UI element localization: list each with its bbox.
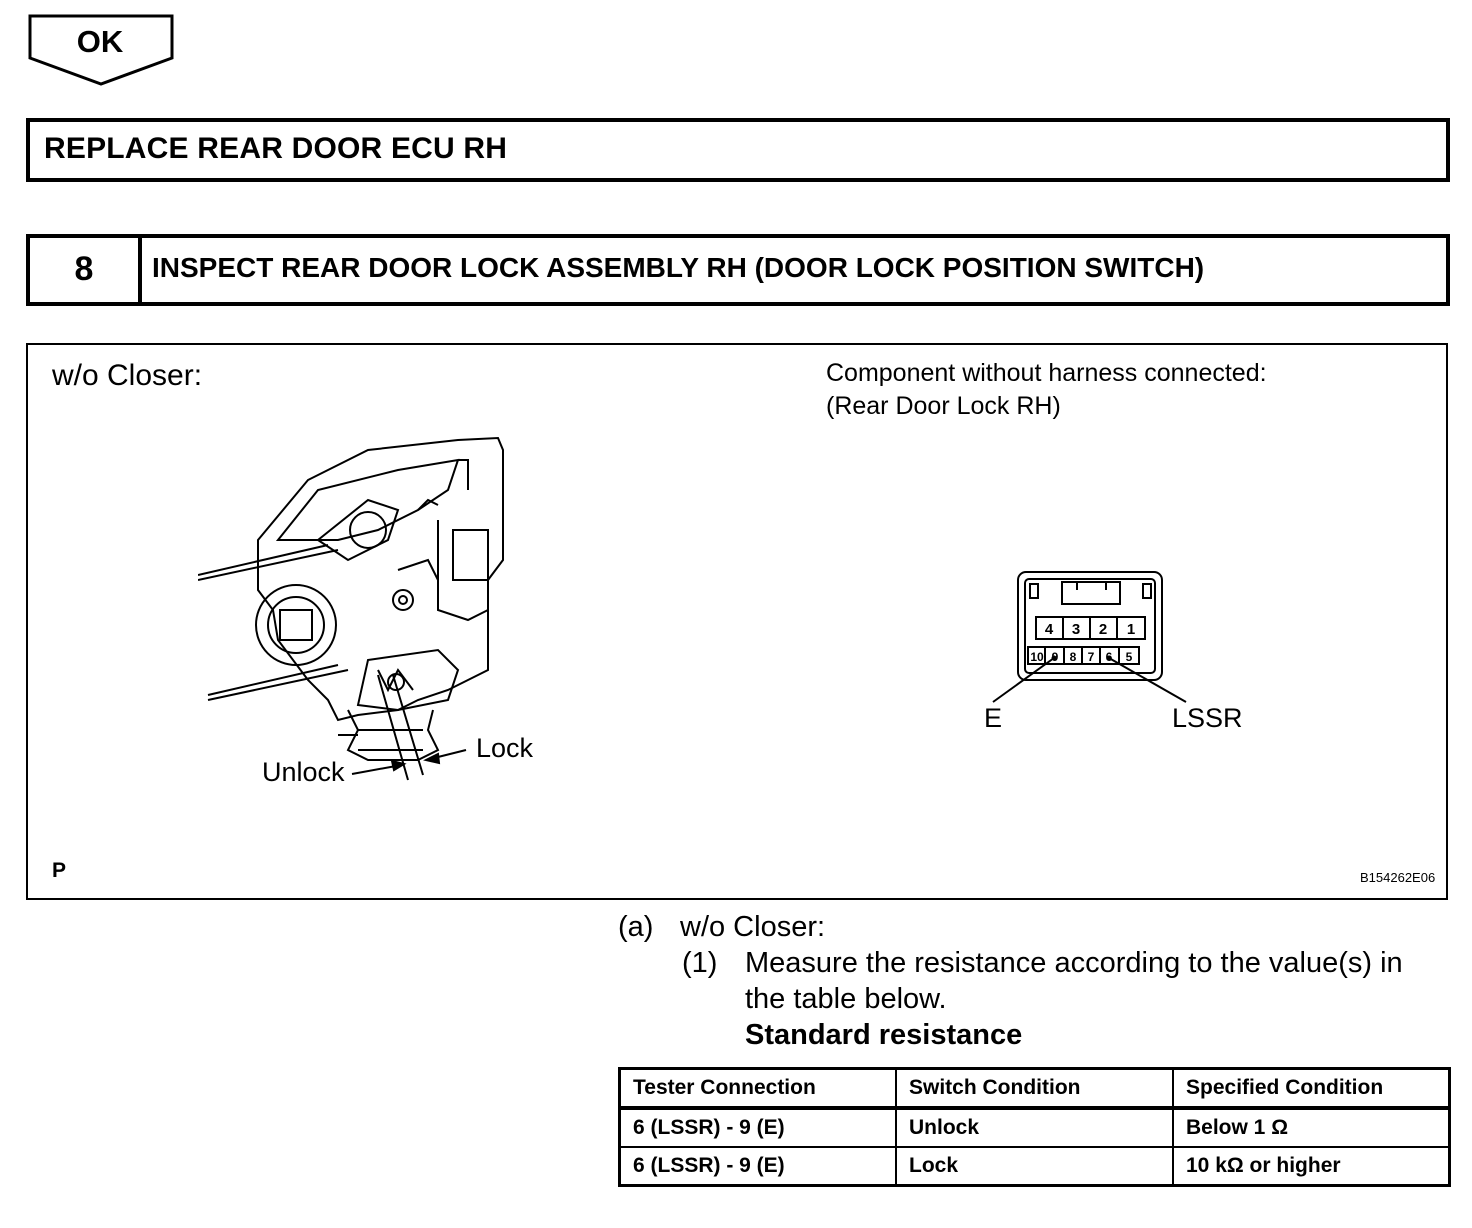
step-number: 8 (30, 238, 142, 302)
pin-lssr-label: LSSR (1172, 703, 1243, 733)
figure-left-caption: w/o Closer: (52, 359, 203, 392)
figure-right-caption-line1: Component without harness connected: (826, 359, 1267, 387)
pin-7: 7 (1087, 650, 1095, 664)
pin-1: 1 (1126, 621, 1136, 638)
ok-label: OK (76, 24, 124, 59)
table-cell: 6 (LSSR) - 9 (E) (620, 1108, 897, 1147)
connector-diagram (978, 570, 1298, 740)
instruction-a-text: w/o Closer: (680, 911, 826, 943)
table-cell: Below 1 Ω (1173, 1108, 1450, 1147)
instruction-1-marker: (1) (682, 947, 718, 979)
standard-resistance-table (618, 1067, 1451, 1187)
pin-9: 9 (1051, 650, 1059, 664)
table-header-cell: Tester Connection (620, 1069, 897, 1109)
table-cell: 6 (LSSR) - 9 (E) (620, 1147, 897, 1186)
standard-resistance-label: Standard resistance (745, 1019, 1023, 1051)
table-row (620, 1147, 1450, 1186)
pin-4: 4 (1044, 621, 1054, 638)
instruction-1-line1: Measure the resistance according to the value(s) in (745, 947, 1403, 979)
unlock-label: Unlock (262, 757, 345, 787)
figure-corner-mark: P (52, 859, 67, 882)
table-row (620, 1108, 1450, 1147)
instruction-1-line2: the table below. (745, 983, 947, 1015)
pin-3: 3 (1071, 621, 1081, 638)
replace-step-box (26, 118, 1450, 182)
pin-2: 2 (1098, 621, 1108, 638)
table-cell: 10 kΩ or higher (1173, 1147, 1450, 1186)
replace-step-title: REPLACE REAR DOOR ECU RH (44, 132, 508, 165)
pin-10: 10 (1030, 650, 1044, 664)
lock-label: Lock (476, 733, 534, 763)
pin-8: 8 (1069, 650, 1077, 664)
table-cell: Lock (896, 1147, 1173, 1186)
table-cell: Unlock (896, 1108, 1173, 1147)
table-header-cell: Specified Condition (1173, 1069, 1450, 1109)
inspect-step-header (26, 234, 1450, 306)
table-header-row (620, 1069, 1450, 1109)
pin-6: 6 (1105, 650, 1113, 664)
step-title: INSPECT REAR DOOR LOCK ASSEMBLY RH (DOOR LOCK POSITION SWITCH) (152, 252, 1205, 283)
figure-right-caption-line2: (Rear Door Lock RH) (826, 392, 1061, 420)
table-header-cell: Switch Condition (896, 1069, 1173, 1109)
pin-e-label: E (984, 703, 1003, 733)
figure-code: B154262E06 (1360, 870, 1436, 885)
unlock-lock-arrows (348, 740, 478, 780)
illustration-figure (26, 343, 1448, 900)
pin-5: 5 (1125, 650, 1133, 664)
instruction-a-marker: (a) (618, 911, 654, 943)
